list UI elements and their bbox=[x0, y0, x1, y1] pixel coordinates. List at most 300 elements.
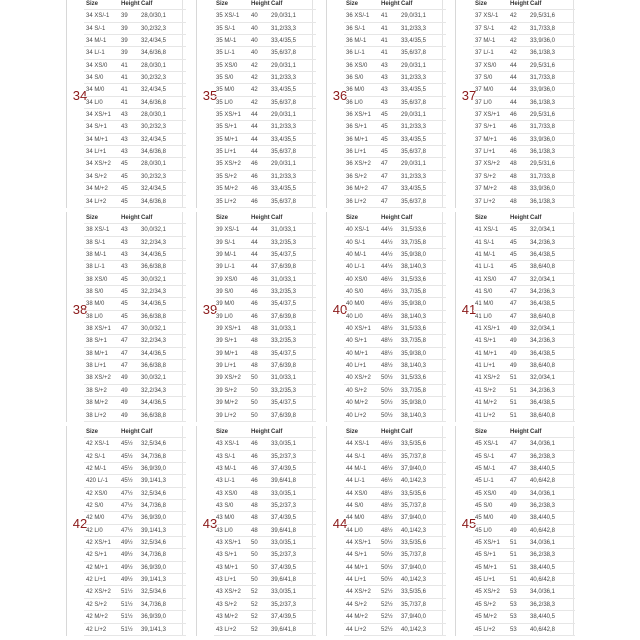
table-row bbox=[344, 323, 446, 335]
table-row bbox=[214, 10, 316, 22]
calf-cell: 31,0/33,1 bbox=[271, 326, 297, 333]
height-cell: 45½ bbox=[121, 478, 133, 485]
calf-cell: 37,4/39,5 bbox=[271, 515, 297, 522]
height-cell: 43 bbox=[381, 62, 388, 69]
size-cell: 36 M/+2 bbox=[346, 186, 368, 193]
table-row bbox=[84, 385, 186, 397]
column-header: Calf bbox=[530, 215, 542, 221]
table-row bbox=[84, 611, 186, 623]
height-cell: 53 bbox=[510, 601, 517, 608]
table-row bbox=[473, 611, 575, 623]
height-cell: 47½ bbox=[121, 527, 133, 534]
calf-cell: 38,4/40,5 bbox=[530, 614, 556, 621]
size-cell: 39 M/-1 bbox=[216, 252, 237, 259]
table-row bbox=[214, 475, 316, 487]
size-cell: 40 S/+1 bbox=[346, 338, 367, 345]
height-cell: 44½ bbox=[381, 264, 393, 271]
table-row bbox=[473, 348, 575, 360]
height-cell: 48½ bbox=[381, 527, 393, 534]
calf-cell: 35,2/37,3 bbox=[271, 453, 297, 460]
height-cell: 42 bbox=[510, 38, 517, 45]
table-header bbox=[214, 426, 316, 438]
table-row bbox=[84, 196, 186, 208]
height-cell: 45 bbox=[510, 264, 517, 271]
size-cell: 44 S/+1 bbox=[346, 552, 367, 559]
table-row bbox=[473, 562, 575, 574]
table-header bbox=[84, 426, 186, 438]
height-cell: 48½ bbox=[381, 503, 393, 510]
height-cell: 41 bbox=[121, 75, 128, 82]
calf-cell: 33,2/35,3 bbox=[271, 289, 297, 296]
size-cell: 34 L/+2 bbox=[86, 198, 107, 205]
calf-cell: 28,0/30,1 bbox=[141, 161, 167, 168]
calf-cell: 30,2/32,3 bbox=[141, 25, 167, 32]
size-block-40 bbox=[326, 212, 443, 422]
calf-cell: 38,1/40,3 bbox=[401, 363, 427, 370]
calf-cell: 38,6/40,8 bbox=[530, 412, 556, 419]
calf-cell: 32,4/34,5 bbox=[141, 136, 167, 143]
calf-cell: 35,9/38,0 bbox=[401, 350, 427, 357]
calf-cell: 38,4/40,5 bbox=[530, 564, 556, 571]
table-row bbox=[84, 97, 186, 109]
size-cell: 36 S/-1 bbox=[346, 25, 366, 32]
table-row bbox=[214, 500, 316, 512]
table-row bbox=[473, 549, 575, 561]
calf-cell: 30,2/32,3 bbox=[141, 124, 167, 131]
table-header bbox=[344, 212, 446, 224]
size-cell: 44 S/0 bbox=[346, 503, 364, 510]
calf-cell: 34,2/36,3 bbox=[530, 387, 556, 394]
table-row bbox=[344, 109, 446, 121]
calf-cell: 39,6/41,8 bbox=[271, 626, 297, 633]
table-row bbox=[473, 60, 575, 72]
table-row bbox=[84, 537, 186, 549]
table-row bbox=[84, 335, 186, 347]
height-cell: 46½ bbox=[381, 453, 393, 460]
calf-cell: 29,0/31,1 bbox=[271, 13, 297, 20]
height-cell: 50 bbox=[251, 552, 258, 559]
size-cell: 37 M/-1 bbox=[475, 38, 496, 45]
size-cell: 44 S/+2 bbox=[346, 601, 367, 608]
size-cell: 38 M/+1 bbox=[86, 350, 108, 357]
size-cell: 34 L/+1 bbox=[86, 149, 107, 156]
height-cell: 47 bbox=[510, 313, 517, 320]
size-block-42 bbox=[66, 426, 183, 636]
height-cell: 51½ bbox=[121, 589, 133, 596]
size-cell: 44 L/-1 bbox=[346, 478, 365, 485]
calf-cell: 36,6/38,8 bbox=[141, 363, 167, 370]
height-cell: 46 bbox=[251, 441, 258, 448]
calf-cell: 33,5/35,6 bbox=[401, 490, 427, 497]
height-cell: 45 bbox=[121, 186, 128, 193]
table-row bbox=[214, 183, 316, 195]
calf-cell: 40,1/42,3 bbox=[401, 478, 427, 485]
height-cell: 50½ bbox=[381, 564, 393, 571]
size-table bbox=[214, 212, 316, 422]
calf-cell: 38,6/40,8 bbox=[530, 363, 556, 370]
column-header: Size bbox=[346, 215, 359, 221]
height-cell: 40 bbox=[251, 50, 258, 57]
height-cell: 44 bbox=[251, 239, 258, 246]
size-cell: 38 L/+1 bbox=[86, 363, 107, 370]
size-cell: 44 XS/-1 bbox=[346, 441, 370, 448]
table-row bbox=[344, 397, 446, 409]
height-cell: 45½ bbox=[121, 453, 133, 460]
height-cell: 46 bbox=[510, 112, 517, 119]
table-row bbox=[473, 261, 575, 273]
size-cell: 36 L/+1 bbox=[346, 149, 367, 156]
height-cell: 51 bbox=[510, 387, 517, 394]
calf-cell: 31,2/33,3 bbox=[271, 124, 297, 131]
calf-cell: 33,4/35,5 bbox=[271, 186, 297, 193]
height-cell: 45 bbox=[381, 136, 388, 143]
height-cell: 47 bbox=[121, 326, 128, 333]
height-cell: 46 bbox=[251, 466, 258, 473]
size-cell: 37 S/-1 bbox=[475, 25, 495, 32]
size-cell: 40 L/0 bbox=[346, 313, 363, 320]
calf-cell: 31,2/33,3 bbox=[401, 75, 427, 82]
size-cell: 35 S/0 bbox=[216, 75, 234, 82]
height-cell: 48 bbox=[251, 503, 258, 510]
calf-cell: 35,4/37,5 bbox=[271, 400, 297, 407]
table-row bbox=[344, 35, 446, 47]
calf-cell: 36,6/38,8 bbox=[141, 264, 167, 271]
size-table bbox=[84, 212, 186, 422]
size-cell: 42 M/-1 bbox=[86, 466, 107, 473]
size-cell: 45 XS/0 bbox=[475, 490, 497, 497]
size-cell: 39 M/0 bbox=[216, 301, 235, 308]
size-cell: 39 L/-1 bbox=[216, 264, 235, 271]
table-row bbox=[473, 311, 575, 323]
calf-cell: 36,9/39,0 bbox=[141, 466, 167, 473]
height-cell: 49 bbox=[121, 412, 128, 419]
height-cell: 46 bbox=[251, 276, 258, 283]
table-row bbox=[214, 298, 316, 310]
height-cell: 50 bbox=[251, 412, 258, 419]
calf-cell: 34,2/36,3 bbox=[530, 239, 556, 246]
height-cell: 42 bbox=[510, 50, 517, 57]
table-row bbox=[344, 224, 446, 236]
table-row bbox=[344, 158, 446, 170]
height-cell: 51½ bbox=[121, 626, 133, 633]
table-row bbox=[344, 84, 446, 96]
calf-cell: 32,4/34,5 bbox=[141, 186, 167, 193]
calf-cell: 32,2/34,3 bbox=[141, 239, 167, 246]
calf-cell: 38,1/40,3 bbox=[401, 264, 427, 271]
table-row bbox=[473, 286, 575, 298]
height-cell: 47 bbox=[510, 466, 517, 473]
calf-cell: 33,9/36,0 bbox=[530, 87, 556, 94]
height-cell: 46 bbox=[510, 124, 517, 131]
height-cell: 49 bbox=[510, 490, 517, 497]
calf-cell: 32,2/34,3 bbox=[141, 387, 167, 394]
size-cell: 38 S/+1 bbox=[86, 338, 107, 345]
height-cell: 43 bbox=[121, 227, 128, 234]
height-cell: 39 bbox=[121, 25, 128, 32]
table-row bbox=[344, 146, 446, 158]
calf-cell: 29,5/31,6 bbox=[530, 62, 556, 69]
table-row bbox=[344, 611, 446, 623]
table-row bbox=[344, 410, 446, 422]
size-cell: 36 S/0 bbox=[346, 75, 364, 82]
height-cell: 50 bbox=[251, 375, 258, 382]
table-row bbox=[344, 500, 446, 512]
table-row bbox=[84, 298, 186, 310]
size-table bbox=[84, 0, 186, 208]
height-cell: 51½ bbox=[121, 614, 133, 621]
calf-cell: 37,4/39,5 bbox=[271, 466, 297, 473]
height-cell: 52½ bbox=[381, 601, 393, 608]
table-row bbox=[84, 624, 186, 636]
height-cell: 45 bbox=[510, 252, 517, 259]
calf-cell: 35,6/37,8 bbox=[271, 149, 297, 156]
size-cell: 40 S/-1 bbox=[346, 239, 366, 246]
calf-cell: 35,9/38,0 bbox=[401, 400, 427, 407]
size-cell: 42 S/0 bbox=[86, 503, 104, 510]
size-cell: 38 XS/-1 bbox=[86, 227, 110, 234]
height-cell: 52½ bbox=[381, 614, 393, 621]
calf-cell: 35,7/37,8 bbox=[401, 503, 427, 510]
calf-cell: 30,2/32,3 bbox=[141, 75, 167, 82]
table-header bbox=[214, 0, 316, 10]
table-row bbox=[344, 72, 446, 84]
calf-cell: 32,2/34,3 bbox=[141, 289, 167, 296]
size-cell: 37 S/+1 bbox=[475, 124, 496, 131]
size-block-43 bbox=[196, 426, 313, 636]
height-cell: 52 bbox=[251, 626, 258, 633]
calf-cell: 33,4/35,5 bbox=[401, 87, 427, 94]
height-cell: 44 bbox=[251, 112, 258, 119]
calf-cell: 29,0/31,1 bbox=[271, 62, 297, 69]
table-row bbox=[473, 146, 575, 158]
table-row bbox=[214, 274, 316, 286]
height-cell: 48 bbox=[510, 198, 517, 205]
calf-cell: 38,4/40,5 bbox=[530, 515, 556, 522]
size-cell: 34 S/+1 bbox=[86, 124, 107, 131]
column-header: Height bbox=[121, 429, 140, 435]
size-cell: 45 M/+1 bbox=[475, 564, 497, 571]
height-cell: 48½ bbox=[381, 490, 393, 497]
size-cell: 34 M/-1 bbox=[86, 38, 107, 45]
height-cell: 51½ bbox=[121, 601, 133, 608]
calf-cell: 34,7/36,8 bbox=[141, 503, 167, 510]
calf-cell: 39,1/41,3 bbox=[141, 577, 167, 584]
table-row bbox=[214, 335, 316, 347]
table-row bbox=[84, 372, 186, 384]
size-label: 41 bbox=[461, 302, 477, 317]
table-row bbox=[84, 410, 186, 422]
size-cell: 43 XS/+1 bbox=[216, 540, 241, 547]
calf-cell: 33,7/35,8 bbox=[401, 338, 427, 345]
table-row bbox=[84, 84, 186, 96]
size-block-36 bbox=[326, 0, 443, 208]
table-row bbox=[473, 109, 575, 121]
column-header: Size bbox=[475, 215, 488, 221]
size-cell: 41 M/-1 bbox=[475, 252, 496, 259]
size-cell: 42 L/+1 bbox=[86, 577, 107, 584]
height-cell: 51 bbox=[510, 552, 517, 559]
table-row bbox=[344, 372, 446, 384]
size-cell: 43 M/-1 bbox=[216, 466, 237, 473]
calf-cell: 28,0/30,1 bbox=[141, 62, 167, 69]
calf-cell: 31,0/33,1 bbox=[271, 276, 297, 283]
size-cell: 44 L/0 bbox=[346, 527, 363, 534]
calf-cell: 36,6/38,8 bbox=[141, 412, 167, 419]
size-table bbox=[473, 0, 575, 208]
height-cell: 49 bbox=[510, 338, 517, 345]
calf-cell: 40,6/42,8 bbox=[530, 626, 556, 633]
size-cell: 44 XS/+1 bbox=[346, 540, 371, 547]
table-row bbox=[214, 586, 316, 598]
height-cell: 50½ bbox=[381, 400, 393, 407]
table-row bbox=[84, 451, 186, 463]
column-header: Height bbox=[381, 215, 400, 221]
size-cell: 39 S/+2 bbox=[216, 387, 237, 394]
size-cell: 35 M/-1 bbox=[216, 38, 237, 45]
size-cell: 44 L/+1 bbox=[346, 577, 367, 584]
size-cell: 37 XS/+2 bbox=[475, 161, 500, 168]
table-row bbox=[344, 360, 446, 372]
height-cell: 48½ bbox=[381, 338, 393, 345]
table-row bbox=[473, 586, 575, 598]
table-row bbox=[344, 537, 446, 549]
height-cell: 49 bbox=[121, 387, 128, 394]
table-row bbox=[214, 488, 316, 500]
calf-cell: 34,0/36,1 bbox=[530, 540, 556, 547]
table-row bbox=[214, 109, 316, 121]
calf-cell: 32,4/34,5 bbox=[141, 38, 167, 45]
size-cell: 45 L/+1 bbox=[475, 577, 496, 584]
size-cell: 34 S/0 bbox=[86, 75, 104, 82]
calf-cell: 31,2/33,3 bbox=[271, 25, 297, 32]
size-cell: 37 S/+2 bbox=[475, 173, 496, 180]
height-cell: 52 bbox=[251, 601, 258, 608]
table-row bbox=[473, 372, 575, 384]
table-row bbox=[473, 410, 575, 422]
table-row bbox=[344, 298, 446, 310]
size-cell: 35 XS/-1 bbox=[216, 13, 240, 20]
height-cell: 50½ bbox=[381, 577, 393, 584]
calf-cell: 29,0/31,1 bbox=[401, 112, 427, 119]
height-cell: 48 bbox=[251, 326, 258, 333]
table-row bbox=[344, 438, 446, 450]
height-cell: 43 bbox=[381, 75, 388, 82]
calf-cell: 35,9/38,0 bbox=[401, 301, 427, 308]
size-cell: 35 S/-1 bbox=[216, 25, 236, 32]
table-row bbox=[214, 611, 316, 623]
table-row bbox=[473, 451, 575, 463]
size-cell: 34 L/-1 bbox=[86, 50, 105, 57]
size-cell: 39 M/+1 bbox=[216, 350, 238, 357]
calf-cell: 31,2/33,3 bbox=[401, 173, 427, 180]
calf-cell: 34,7/36,8 bbox=[141, 601, 167, 608]
table-header bbox=[473, 212, 575, 224]
calf-cell: 37,9/40,0 bbox=[401, 515, 427, 522]
table-row bbox=[84, 109, 186, 121]
table-row bbox=[84, 47, 186, 59]
table-row bbox=[344, 97, 446, 109]
size-cell: 36 M/+1 bbox=[346, 136, 368, 143]
size-cell: 37 XS/0 bbox=[475, 62, 497, 69]
height-cell: 51 bbox=[510, 577, 517, 584]
height-cell: 52½ bbox=[381, 589, 393, 596]
size-cell: 44 XS/+2 bbox=[346, 589, 371, 596]
table-row bbox=[344, 10, 446, 22]
size-block-44 bbox=[326, 426, 443, 636]
size-cell: 45 L/0 bbox=[475, 527, 492, 534]
calf-cell: 35,4/37,5 bbox=[271, 301, 297, 308]
height-cell: 48 bbox=[510, 161, 517, 168]
height-cell: 51 bbox=[510, 412, 517, 419]
size-cell: 42 XS/0 bbox=[86, 490, 108, 497]
height-cell: 43 bbox=[121, 252, 128, 259]
calf-cell: 36,9/39,0 bbox=[141, 564, 167, 571]
table-row bbox=[473, 475, 575, 487]
size-cell: 44 M/+1 bbox=[346, 564, 368, 571]
size-cell: 41 L/-1 bbox=[475, 264, 494, 271]
column-header: Size bbox=[86, 215, 99, 221]
size-label: 42 bbox=[72, 516, 88, 531]
size-cell: 40 L/+1 bbox=[346, 363, 367, 370]
table-row bbox=[84, 562, 186, 574]
height-cell: 46 bbox=[251, 161, 258, 168]
calf-cell: 33,0/35,1 bbox=[271, 589, 297, 596]
size-cell: 39 L/+2 bbox=[216, 412, 237, 419]
size-cell: 42 M/0 bbox=[86, 515, 105, 522]
height-cell: 47 bbox=[381, 173, 388, 180]
column-header: Size bbox=[475, 429, 488, 435]
height-cell: 50 bbox=[251, 387, 258, 394]
table-row bbox=[473, 360, 575, 372]
size-cell: 38 XS/+1 bbox=[86, 326, 111, 333]
table-row bbox=[84, 323, 186, 335]
height-cell: 41 bbox=[381, 13, 388, 20]
calf-cell: 35,6/37,8 bbox=[271, 99, 297, 106]
calf-cell: 34,7/36,8 bbox=[141, 453, 167, 460]
table-row bbox=[473, 463, 575, 475]
size-cell: 37 M/+1 bbox=[475, 136, 497, 143]
column-header: Calf bbox=[271, 1, 283, 7]
height-cell: 45 bbox=[121, 276, 128, 283]
size-cell: 34 S/-1 bbox=[86, 25, 106, 32]
size-cell: 41 S/+1 bbox=[475, 338, 496, 345]
height-cell: 47 bbox=[510, 453, 517, 460]
table-row bbox=[214, 84, 316, 96]
height-cell: 48 bbox=[251, 490, 258, 497]
height-cell: 48 bbox=[251, 338, 258, 345]
table-row bbox=[84, 171, 186, 183]
table-row bbox=[84, 525, 186, 537]
calf-cell: 39,1/41,3 bbox=[141, 478, 167, 485]
calf-cell: 34,4/36,5 bbox=[141, 301, 167, 308]
table-row bbox=[84, 72, 186, 84]
table-header bbox=[344, 0, 446, 10]
column-header: Height bbox=[381, 429, 400, 435]
table-row bbox=[214, 574, 316, 586]
size-label: 44 bbox=[332, 516, 348, 531]
size-cell: 37 M/+2 bbox=[475, 186, 497, 193]
column-header: Calf bbox=[530, 1, 542, 7]
height-cell: 44 bbox=[510, 87, 517, 94]
calf-cell: 35,4/37,5 bbox=[271, 350, 297, 357]
height-cell: 44 bbox=[510, 99, 517, 106]
calf-cell: 33,9/36,0 bbox=[530, 38, 556, 45]
table-row bbox=[214, 537, 316, 549]
calf-cell: 35,2/37,3 bbox=[271, 503, 297, 510]
calf-cell: 34,7/36,8 bbox=[141, 552, 167, 559]
table-row bbox=[473, 438, 575, 450]
calf-cell: 36,6/38,8 bbox=[141, 313, 167, 320]
